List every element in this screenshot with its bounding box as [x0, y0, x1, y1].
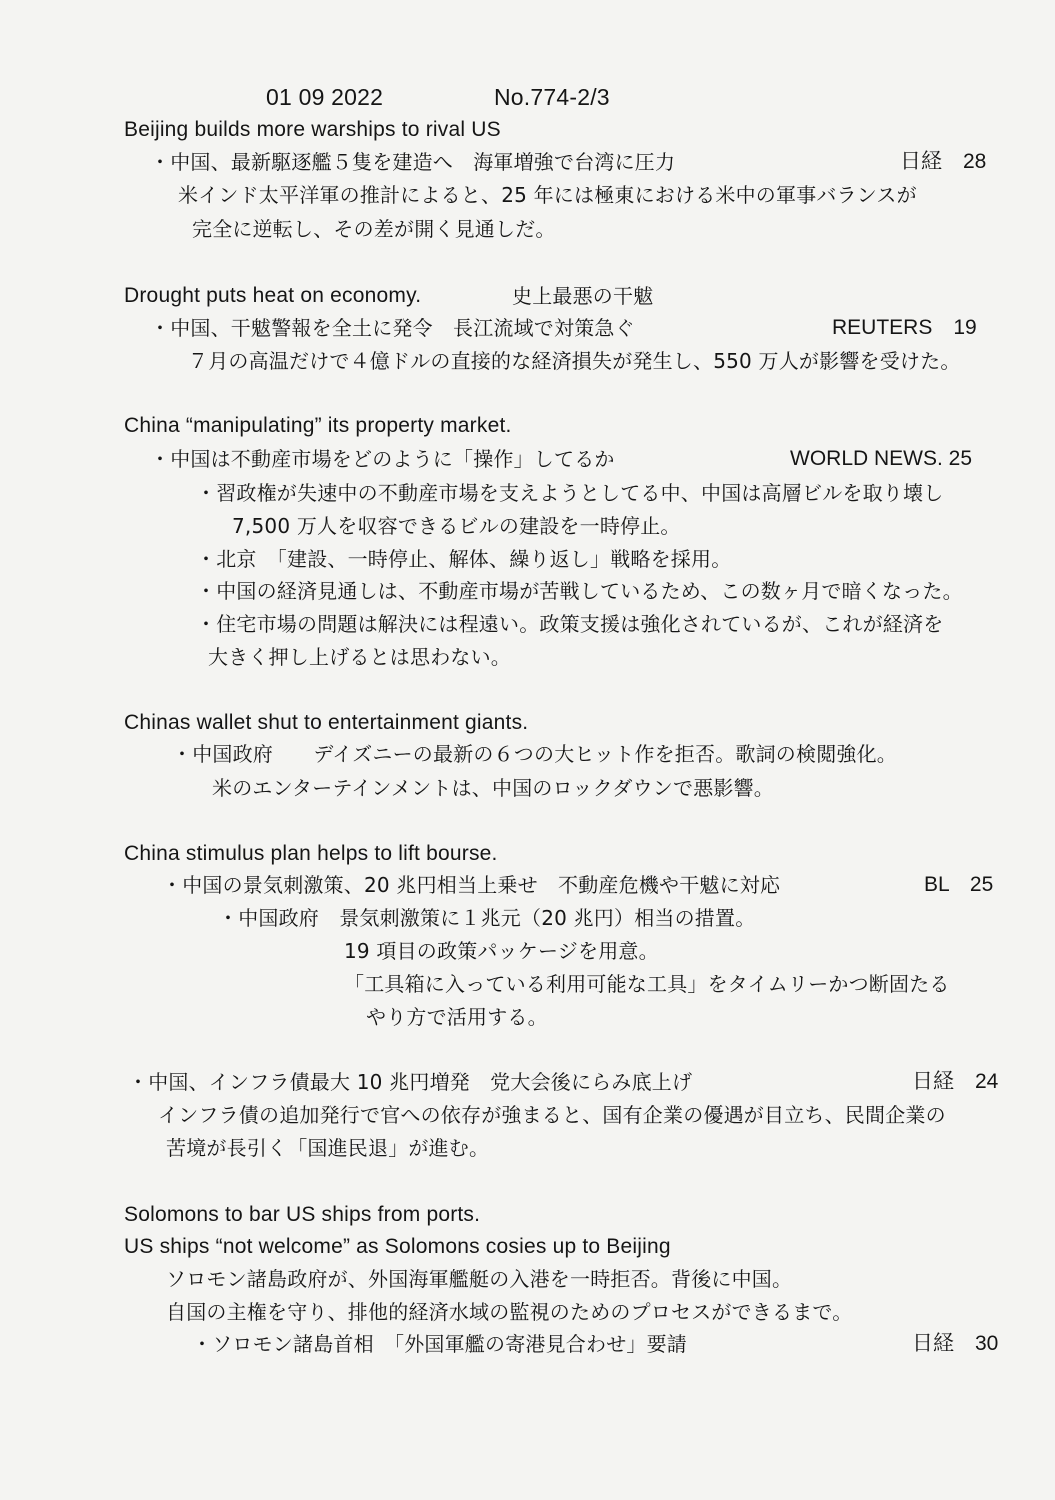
section-3-source: WORLD NEWS. 25: [790, 447, 973, 470]
section-5-heading: China stimulus plan helps to lift bourse.: [124, 842, 498, 865]
section-6-body-line-1: インフラ債の追加発行で官への依存が強まると、国有企業の優遇が目立ち、民間企業の: [158, 1103, 946, 1127]
section-7-body-line-2: 自国の主権を守り、排他的経済水域の監視のためのプロセスができるまで。: [166, 1300, 853, 1324]
section-2-heading: Drought puts heat on economy.: [124, 284, 422, 307]
section-6-body-line-2: 苦境が長引く「国進民退」が進む。: [166, 1136, 490, 1160]
section-7-item: ・ソロモン諸島首相 「外国軍艦の寄港見合わせ」要請: [192, 1332, 687, 1356]
section-3-bullet-1-line-2: 7,500 万人を収容できるビルの建設を一時停止。: [232, 514, 681, 538]
section-5-bullet-1: ・中国政府 景気刺激策に１兆元（20 兆円）相当の措置。: [218, 906, 756, 930]
doc-date: 01 09 2022: [266, 84, 384, 110]
section-7-heading-2: US ships “not welcome” as Solomons cosies up to Beijing: [124, 1235, 671, 1258]
section-1-heading: Beijing builds more warships to rival US: [124, 118, 501, 141]
section-1-item: ・中国、最新駆逐艦５隻を建造へ 海軍増強で台湾に圧力: [150, 150, 676, 174]
section-2-source: REUTERS 19: [832, 316, 977, 339]
section-3-bullet-1-line-1: ・習政権が失速中の不動産市場を支えようとしてる中、中国は高層ビルを取り壊し: [196, 481, 944, 505]
section-6-source: 日経 24: [912, 1070, 999, 1093]
section-5-item: ・中国の景気刺激策、20 兆円相当上乗せ 不動産危機や干魃に対応: [162, 873, 781, 897]
section-7-source: 日経 30: [912, 1332, 999, 1355]
section-1-body-line-1: 米インド太平洋軍の推計によると、25 年には極東における米中の軍事バランスが: [178, 183, 917, 207]
doc-number: No.774-2/3: [494, 84, 610, 110]
section-4-body-line-1: 米のエンターテインメントは、中国のロックダウンで悪影響。: [212, 776, 774, 800]
section-3-bullet-4-line-2: 大きく押し上げるとは思わない。: [208, 645, 511, 669]
section-2-item: ・中国、干魃警報を全土に発令 長江流域で対策急ぐ: [150, 316, 635, 340]
section-7-heading-1: Solomons to bar US ships from ports.: [124, 1203, 481, 1226]
section-3-heading: China “manipulating” its property market.: [124, 414, 512, 437]
section-3-item: ・中国は不動産市場をどのように「操作」してるか: [150, 447, 615, 471]
section-1-body-line-2: 完全に逆転し、その差が開く見通しだ。: [192, 217, 556, 241]
section-6-item: ・中国、インフラ債最大 10 兆円増発 党大会後にらみ底上げ: [128, 1070, 693, 1094]
section-4-heading: Chinas wallet shut to entertainment giants.: [124, 711, 529, 734]
section-3-bullet-2: ・北京 「建設、一時停止、解体、繰り返し」戦略を採用。: [196, 547, 732, 571]
section-2-body-line-1: ７月の高温だけで４億ドルの直接的な経済損失が発生し、550 万人が影響を受けた。: [188, 349, 961, 373]
section-1-source: 日経 28: [900, 150, 987, 173]
section-4-item: ・中国政府 デイズニーの最新の６つの大ヒット作を拒否。歌詞の検閲強化。: [172, 742, 897, 766]
section-3-bullet-3: ・中国の経済見通しは、不動産市場が苦戦しているため、この数ヶ月で暗くなった。: [196, 579, 963, 603]
section-3-bullet-4-line-1: ・住宅市場の問題は解決には程遠い。政策支援は強化されているが、これが経済を: [196, 612, 944, 636]
section-5-bullet-2: 19 項目の政策パッケージを用意。: [344, 939, 659, 963]
section-5-bullet-3-line-1: 「工具箱に入っている利用可能な工具」をタイムリーかつ断固たる: [344, 972, 950, 996]
section-7-body-line-1: ソロモン諸島政府が、外国海軍艦艇の入港を一時拒否。背後に中国。: [166, 1267, 793, 1291]
section-5-bullet-3-line-2: やり方で活用する。: [366, 1005, 548, 1029]
section-5-source: BL 25: [924, 873, 994, 896]
section-2-heading-jp: 史上最悪の干魃: [512, 284, 654, 308]
